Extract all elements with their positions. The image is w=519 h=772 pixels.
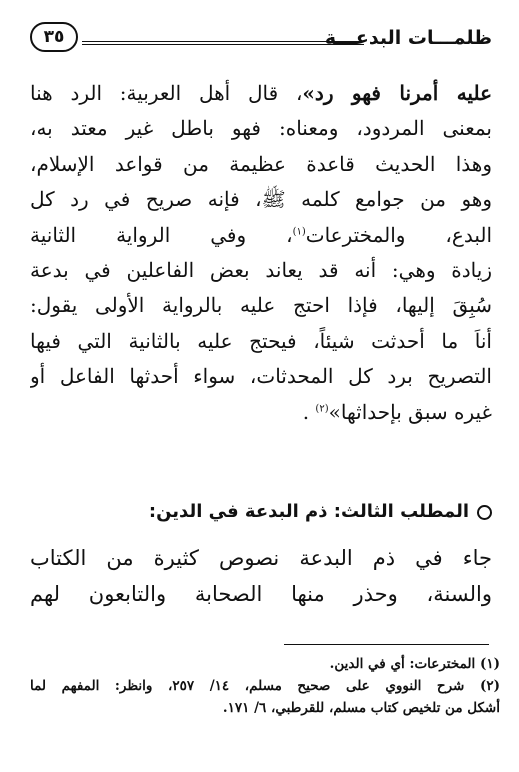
running-title: ظلمـــات البدعـــة <box>324 27 492 49</box>
footnote-separator <box>284 644 489 645</box>
body-line-10-text: غيره سبق بإحداثها» <box>328 399 492 424</box>
body-line-1-rest: ، قال أهل العربية: الرد هنا <box>30 81 303 105</box>
body-line-7: سُبِقَ إليها، فإذا احتج عليه بالرواية الأولى يقول: <box>30 293 492 318</box>
body-line-4: وهو من جوامع كلمه ﷺ، فإنه صريح في رد كل <box>30 187 492 212</box>
body-line-6: زيادة وهي: أنه قد يعاند بعض الفاعلين في بدعة <box>30 258 492 283</box>
body-line-5-end: ، وفي الرواية الثانية <box>30 222 293 247</box>
circle-bullet-icon <box>477 505 492 520</box>
body-line-10 <box>30 395 492 430</box>
body-line-9: التصريح برد كل المحدثات، سواء أحدثها الفاعل أو <box>30 364 492 389</box>
body-line-5-start: البدع، والمخترعات <box>305 222 492 247</box>
body-line-5 <box>30 218 492 253</box>
footnote-2-line-2: أشكل من تلخيص كتاب مسلم، للقرطبي، ٦/ ١٧١. <box>222 700 500 716</box>
header-rule <box>82 41 364 45</box>
footnote-ref-2: (٢) <box>315 403 329 414</box>
section-line-2: والسنة، وحذر منها الصحابة والتابعون لهم <box>30 582 492 606</box>
body-paragraph <box>30 76 492 430</box>
body-line-1 <box>30 76 492 111</box>
page-number: ٣٥ <box>30 22 78 52</box>
body-line-10-end: . <box>302 399 316 424</box>
body-line-2: بمعنى المردود، ومعناه: فهو باطل غير معتد به، <box>30 116 492 141</box>
footnote-ref-1: (١) <box>292 225 306 237</box>
footnote-1: (١) المخترعات: أي في الدين. <box>329 656 500 672</box>
hadith-quote: عليه أمرنا فهو رد» <box>302 81 492 105</box>
body-line-3: وهذا الحديث قاعدة عظيمة من قواعد الإسلام، <box>30 151 492 176</box>
section-heading-text: المطلب الثالث: ذم البدعة في الدين: <box>148 501 469 522</box>
body-line-8: أناَ ما أحدثت شيئاً، فيحتج عليه بالثانية التي فيها <box>30 328 492 353</box>
footnotes <box>30 653 500 719</box>
section-paragraph <box>30 540 492 612</box>
section-line-1: جاء في ذم البدعة نصوص كثيرة من الكتاب <box>30 546 492 570</box>
footnote-2-line-1: (٢) شرح النووي على صحيح مسلم، ١٤/ ٢٥٧، وانظر: المفهم لما <box>30 678 500 694</box>
page-header <box>30 20 492 72</box>
section-heading <box>30 498 492 526</box>
